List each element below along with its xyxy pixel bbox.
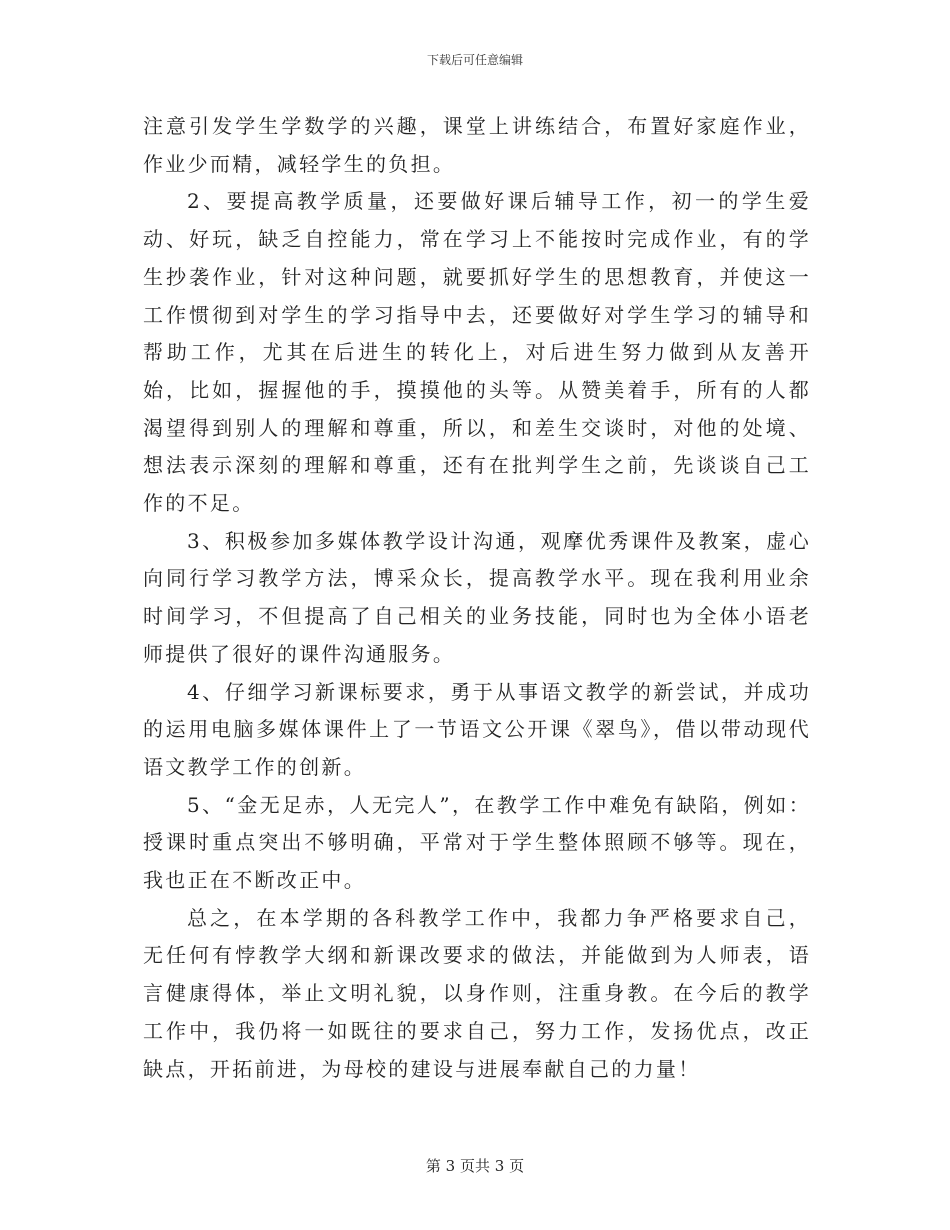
paragraph-summary: 总之，在本学期的各科教学工作中，我都力争严格要求自己，无任何有悖教学大纲和新课改要求的做法，并能做到为人师表，语言健康得体，举止文明礼貌，以身作则，注重身教。在今后的教学工作中，我仍将一如既往的要求自己，努力工作，发扬优点，改正缺点，开拓前进，为母校的建设与进展奉献自己的力量！ [143, 905, 811, 1081]
page-number-footer: 第 3 页共 3 页 [425, 1157, 525, 1175]
page-header-note: 下载后可任意编辑 [426, 53, 523, 67]
paragraph-item-3: 3、积极参加多媒体教学设计沟通，观摩优秀课件及教案，虚心向同行学习教学方法，博采众长，提高教学水平。现在我利用业余时间学习，不但提高了自己相关的业务技能，同时也为全体小语老师提供了很好的课件沟通服务。 [143, 528, 811, 666]
paragraph-item-2: 2、要提高教学质量，还要做好课后辅导工作，初一的学生爱动、好玩，缺乏自控能力，常在学习上不能按时完成作业，有的学生抄袭作业，针对这种问题，就要抓好学生的思想教育，并使这一工作惯彻到对学生的学习指导中去，还要做好对学生学习的辅导和帮助工作，尤其在后进生的转化上，对后进生努力做到从友善开始，比如，握握他的手，摸摸他的头等。从赞美着手，所有的人都渴望得到别人的理解和尊重，所以，和差生交谈时，对他的处境、想法表示深刻的理解和尊重，还有在批判学生之前，先谈谈自己工作的不足。 [143, 189, 811, 516]
paragraph-item-5: 5、“金无足赤，人无完人”，在教学工作中难免有缺陷，例如：授课时重点突出不够明确，平常对于学生整体照顾不够等。现在，我也正在不断改正中。 [143, 792, 811, 893]
paragraph-item-4: 4、仔细学习新课标要求，勇于从事语文教学的新尝试，并成功的运用电脑多媒体课件上了一节语文公开课《翠鸟》，借以带动现代语文教学工作的创新。 [143, 679, 811, 779]
paragraph-continuation: 注意引发学生学数学的兴趣，课堂上讲练结合，布置好家庭作业，作业少而精，减轻学生的负担。 [143, 114, 811, 176]
document-body [143, 108, 811, 1088]
